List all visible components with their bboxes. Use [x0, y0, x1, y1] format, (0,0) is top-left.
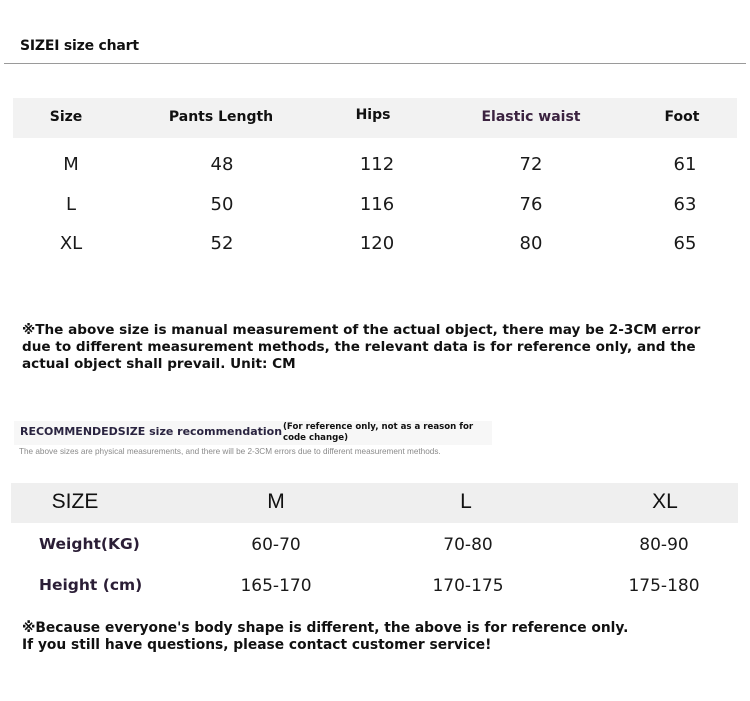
header-m: M	[267, 490, 285, 513]
table-row	[13, 150, 737, 180]
cell-hips: 112	[359, 154, 395, 175]
cell-pants-length: 48	[210, 154, 234, 175]
header-xl: XL	[652, 490, 678, 513]
cell-size: XL	[59, 233, 83, 254]
table-row	[13, 229, 737, 259]
recommendation-subtitle: The above sizes are physical measurements, and there will be 2-3CM errors due to different measurement methods.	[19, 447, 441, 456]
table-row	[11, 571, 738, 601]
cell-elastic-waist: 72	[519, 154, 543, 175]
cell-weight-xl: 80-90	[639, 535, 689, 555]
cell-elastic-waist: 80	[519, 233, 543, 254]
row-label-height: Height (cm)	[39, 576, 143, 594]
cell-pants-length: 52	[210, 233, 234, 254]
header-elastic-waist: Elastic waist	[481, 109, 581, 125]
table-row	[13, 190, 737, 220]
cell-size: L	[65, 194, 77, 215]
recommendation-note-line-2: If you still have questions, please contact customer service!	[22, 637, 492, 653]
recommendation-note	[22, 620, 722, 654]
header-hips: Hips	[355, 107, 391, 123]
cell-foot: 65	[673, 233, 697, 254]
cell-height-l: 170-175	[432, 576, 504, 596]
cell-hips: 120	[359, 233, 395, 254]
recommendation-title: RECOMMENDEDSIZE size recommendation	[20, 425, 283, 438]
recommendation-header-row	[11, 483, 738, 523]
header-size: SIZE	[51, 490, 99, 513]
cell-foot: 61	[673, 154, 697, 175]
size-chart-title: SIZEI size chart	[20, 38, 139, 54]
cell-hips: 116	[359, 194, 395, 215]
header-size: Size	[49, 109, 83, 125]
cell-weight-m: 60-70	[251, 535, 301, 555]
recommendation-reference-note: (For reference only, not as a reason for code change)	[283, 422, 474, 443]
cell-height-xl: 175-180	[628, 576, 700, 596]
size-chart-header-row	[13, 98, 737, 138]
cell-pants-length: 50	[210, 194, 234, 215]
cell-weight-l: 70-80	[443, 535, 493, 555]
row-label-weight: Weight(KG)	[39, 535, 140, 553]
title-divider	[4, 63, 746, 64]
header-foot: Foot	[664, 109, 700, 125]
cell-size: M	[63, 154, 79, 175]
table-row	[11, 530, 738, 560]
cell-height-m: 165-170	[240, 576, 312, 596]
header-pants-length: Pants Length	[168, 109, 274, 125]
cell-elastic-waist: 76	[519, 194, 543, 215]
size-chart-note: ※The above size is manual measurement of the actual object, there may be 2-3CM error due to different measurement methods, the relevant data is for reference only, and the actual object shall prevail. Unit: CM	[22, 322, 701, 372]
recommendation-note-line-1: ※Because everyone's body shape is different, the above is for reference only.	[22, 620, 629, 636]
cell-foot: 63	[673, 194, 697, 215]
header-l: L	[460, 490, 472, 513]
